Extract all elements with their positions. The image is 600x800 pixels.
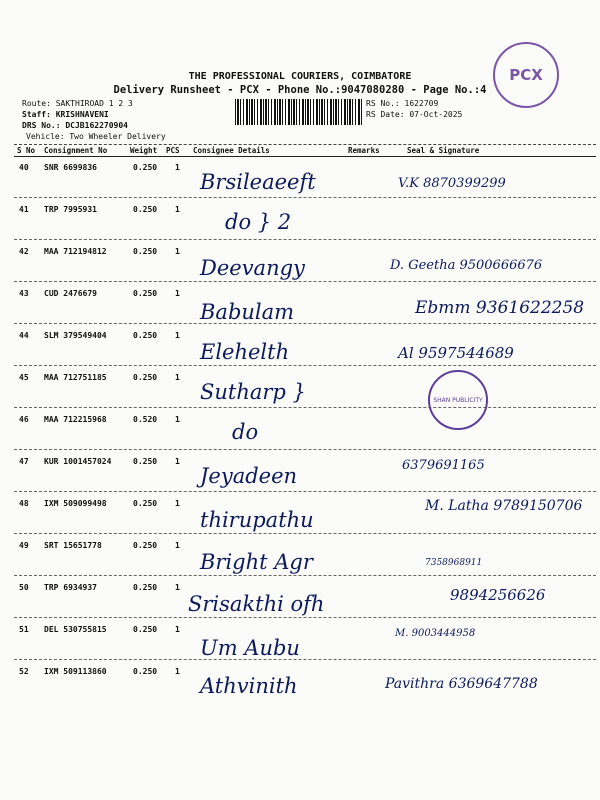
consignee-handwriting: Um Aubu: [200, 636, 300, 660]
col-seal-signature: Seal & Signature: [407, 146, 480, 155]
sno: 51: [19, 625, 29, 634]
consignee-handwriting: Jeyadeen: [200, 464, 298, 488]
signature-handwriting: 7358968911: [425, 558, 483, 568]
signature-handwriting: Ebmm 9361622258: [415, 298, 585, 318]
sno: 48: [19, 499, 29, 508]
table-row: [0, 408, 600, 450]
pcs: 1: [175, 583, 180, 592]
signature-handwriting: 6379691165: [402, 458, 485, 473]
sno: 49: [19, 541, 29, 550]
sno: 52: [19, 667, 29, 676]
weight: 0.250: [133, 457, 158, 466]
consignment-no: SNR 6699836: [44, 163, 97, 172]
consignment-no: TRP 7995931: [44, 205, 97, 214]
sno: 42: [19, 247, 29, 256]
weight: 0.250: [133, 541, 158, 550]
pcs: 1: [175, 205, 180, 214]
sno: 50: [19, 583, 29, 592]
table-row: [0, 576, 600, 618]
sno: 44: [19, 331, 29, 340]
consignment-no: MAA 712751185: [44, 373, 107, 382]
signature-handwriting: M. Latha 9789150706: [425, 498, 583, 514]
sno: 47: [19, 457, 29, 466]
pcs: 1: [175, 247, 180, 256]
signature-handwriting: D. Geetha 9500666676: [390, 258, 543, 273]
pcs: 1: [175, 625, 180, 634]
consignment-no: MAA 712215968: [44, 415, 107, 424]
weight: 0.250: [133, 625, 158, 634]
pcs: 1: [175, 163, 180, 172]
pcs: 1: [175, 289, 180, 298]
table-row: [0, 492, 600, 534]
table-row: [0, 198, 600, 240]
consignment-no: SLM 379549404: [44, 331, 107, 340]
staff-line: Staff: KRISHNAVENI: [22, 110, 109, 119]
weight: 0.250: [133, 499, 158, 508]
rs-date-line: RS Date: 07-Oct-2025: [366, 110, 463, 119]
vehicle-line: Vehicle: Two Wheeler Delivery: [26, 132, 166, 141]
pcs: 1: [175, 415, 180, 424]
col-consignment: Consignment No: [44, 146, 108, 155]
pcs: 1: [175, 541, 180, 550]
sno: 43: [19, 289, 29, 298]
consignment-no: IXM 509099498: [44, 499, 107, 508]
signature-handwriting: Al 9597544689: [398, 344, 514, 362]
consignment-no: KUR 1001457024: [44, 457, 112, 466]
signature-handwriting: 9894256626: [450, 586, 546, 604]
weight: 0.250: [133, 331, 158, 340]
table-row: [0, 450, 600, 492]
weight: 0.250: [133, 247, 158, 256]
pcs: 1: [175, 667, 180, 676]
sno: 46: [19, 415, 29, 424]
rs-no-line: RS No.: 1622709: [366, 99, 439, 108]
consignee-handwriting: do } 2: [225, 210, 292, 234]
consignment-no: IXM 509113860: [44, 667, 107, 676]
consignment-no: TRP 6934937: [44, 583, 97, 592]
header-top-rule: [14, 144, 596, 145]
consignee-handwriting: Sutharp }: [200, 380, 306, 404]
col-weight: Weight: [130, 146, 158, 155]
route-line: Route: SAKTHIROAD 1 2 3: [22, 99, 133, 108]
weight: 0.250: [133, 163, 158, 172]
weight: 0.250: [133, 205, 158, 214]
table-row: [0, 618, 600, 660]
consignee-handwriting: Srisakthi ofh: [188, 592, 325, 616]
weight: 0.250: [133, 667, 158, 676]
pcs: 1: [175, 499, 180, 508]
company-title: THE PROFESSIONAL COURIERS, COIMBATORE: [188, 71, 412, 82]
consignment-no: CUD 2476679: [44, 289, 97, 298]
consignee-handwriting: Brsileaeeft: [200, 170, 316, 194]
consignee-handwriting: Deevangy: [200, 256, 305, 280]
consignment-no: SRT 15651778: [44, 541, 102, 550]
company-seal: SHAN PUBLICITY: [428, 370, 488, 430]
consignee-handwriting: Bright Agr: [200, 550, 313, 574]
table-row: [0, 324, 600, 366]
table-row: [0, 366, 600, 408]
signature-handwriting: M. 9003444958: [395, 628, 476, 639]
table-row: [0, 240, 600, 282]
col-consignee: Consignee Details: [193, 146, 270, 155]
drs-line: DRS No.: DCJB162270904: [22, 121, 128, 130]
runsheet-subtitle: Delivery Runsheet - PCX - Phone No.:9047080280 - Page No.:4: [113, 84, 487, 96]
col-remarks: Remarks: [348, 146, 380, 155]
signature-handwriting: Pavithra 6369647788: [385, 676, 538, 692]
weight: 0.250: [133, 373, 158, 382]
weight: 0.250: [133, 289, 158, 298]
consignment-no: DEL 530755815: [44, 625, 107, 634]
consignee-handwriting: thirupathu: [200, 508, 314, 532]
col-pcs: PCS: [166, 146, 180, 155]
weight: 0.250: [133, 583, 158, 592]
table-row: [0, 534, 600, 576]
consignee-handwriting: do: [232, 420, 259, 444]
sno: 41: [19, 205, 29, 214]
pcs: 1: [175, 373, 180, 382]
weight: 0.520: [133, 415, 158, 424]
sno: 40: [19, 163, 29, 172]
col-sno: S No: [17, 146, 36, 155]
consignee-handwriting: Elehelth: [200, 340, 290, 364]
table-row: [0, 660, 600, 702]
pcs: 1: [175, 331, 180, 340]
pcs: 1: [175, 457, 180, 466]
consignment-no: MAA 712194812: [44, 247, 107, 256]
consignee-handwriting: Athvinith: [200, 674, 298, 698]
signature-handwriting: V.K 8870399299: [398, 176, 506, 191]
sno: 45: [19, 373, 29, 382]
table-row: [0, 156, 600, 198]
consignee-handwriting: Babulam: [200, 300, 295, 324]
table-row: [0, 282, 600, 324]
barcode: [235, 99, 363, 125]
pcx-stamp: PCX: [493, 42, 559, 108]
